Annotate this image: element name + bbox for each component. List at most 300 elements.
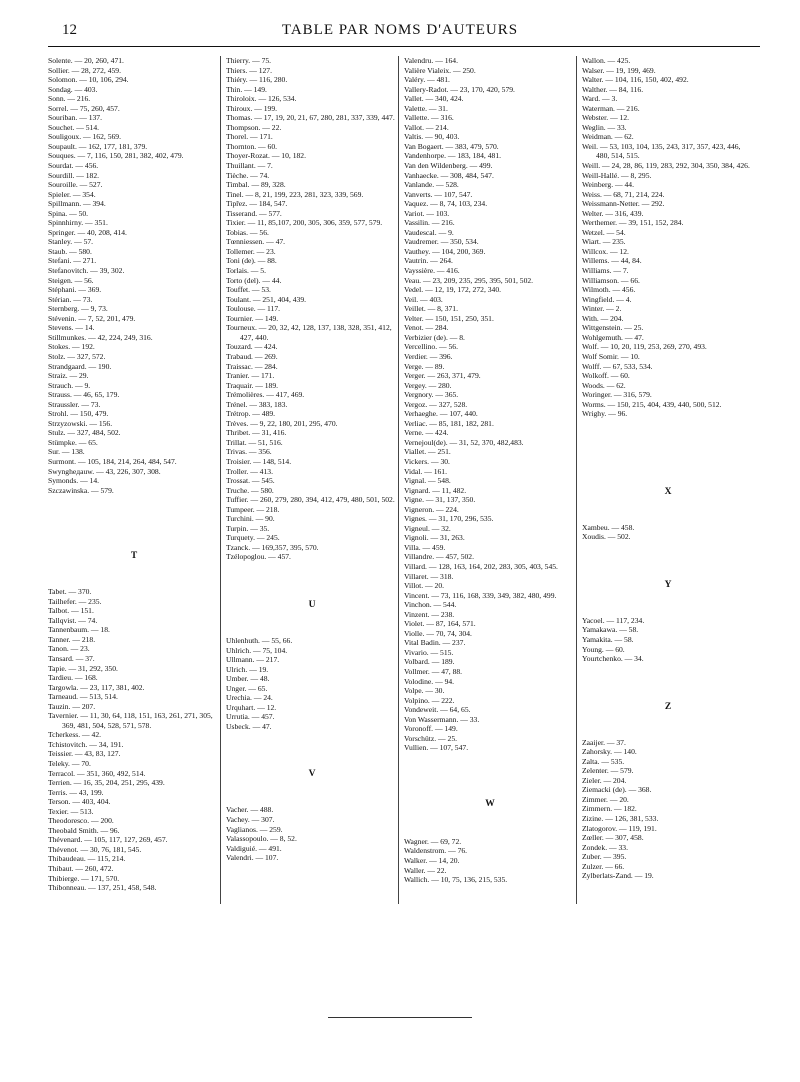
author-entry: Wittgenstein. — 25. (582, 323, 644, 333)
author-entry: Vanlande. — 528. (404, 180, 459, 190)
author-entry: Wingfield. — 4. (582, 294, 632, 304)
author-entry: Woringer. — 316, 579. (582, 390, 652, 400)
author-entry: Yourtchenko. — 34. (582, 654, 644, 664)
author-entry: Yamakawa. — 58. (582, 625, 639, 635)
author-entry: Vergnory. — 365. (404, 390, 459, 400)
author-entry: Veil. — 403. (404, 294, 443, 304)
author-entry: Tisserand. — 577. (226, 208, 282, 218)
author-entry: Zœller. — 307, 458. (582, 833, 644, 843)
author-entry: Volbard. — 189. (404, 657, 455, 667)
author-entry: Thiroux. — 199. (226, 103, 278, 113)
section-letter: U (308, 599, 316, 610)
author-entry: Tallqvist. — 74. (48, 615, 98, 625)
author-entry: Touffet. — 53. (226, 285, 271, 295)
author-entry: Touzard. — 424. (226, 342, 278, 352)
author-entry: Violle. — 70, 74, 304. (404, 628, 472, 638)
author-entry: Spieler. — 354. (48, 189, 96, 199)
author-entry: Xambeu. — 458. (582, 522, 635, 532)
author-entry: Symonds. — 14. (48, 476, 100, 486)
author-entry: Stanley. — 57. (48, 237, 94, 247)
author-entry: Stefanovitch. — 39, 302. (48, 266, 125, 276)
author-entry: Soupault. — 162, 177, 181, 379. (48, 141, 148, 151)
author-entry: Wrighy. — 96. (582, 409, 628, 419)
author-entry: Vidal. — 161. (404, 466, 447, 476)
author-entry: Vigneul. — 32. (404, 523, 451, 533)
column-1 (48, 56, 221, 904)
section-letter: Z (664, 701, 672, 712)
author-entry: Troller. — 413. (226, 466, 273, 476)
author-entry: Thiroloix. — 126, 534. (226, 94, 297, 104)
author-entry: Trémolières. — 417, 469. (226, 390, 305, 400)
author-entry: Winter. — 2. (582, 304, 622, 314)
author-entry: Solente. — 20, 260, 471. (48, 56, 124, 65)
author-entry: Tièche. — 74. (226, 170, 270, 180)
author-entry: Valassopoulo. — 8, 52. (226, 834, 297, 844)
author-entry: Villandre. — 457, 502. (404, 552, 474, 562)
author-entry: Volpino. — 222. (404, 695, 455, 705)
author-entry: Thribet. — 31, 416. (226, 428, 287, 438)
author-entry: Wolf Somir. — 10. (582, 351, 640, 361)
author-entry: Zahorsky. — 140. (582, 747, 637, 757)
section-letter: T (130, 551, 138, 562)
author-entry: Vacher. — 488. (226, 805, 274, 815)
author-entry: Uhlenhuth. — 55, 66. (226, 635, 293, 645)
author-entry: Worms. — 150, 215, 404, 439, 440, 500, 512. (582, 399, 722, 409)
author-entry: Verliac. — 85, 181, 182, 281. (404, 418, 494, 428)
author-entry: Toulouse. — 117. (226, 304, 281, 314)
author-entry: Tauzin. — 207. (48, 701, 96, 711)
author-entry: Thibonneau. — 137, 251, 458, 548. (48, 883, 157, 893)
author-entry: Veillet. — 8, 371. (404, 304, 458, 314)
author-entry: Trèves. — 9, 22, 180, 201, 295, 470. (226, 418, 338, 428)
author-entry: Tobias. — 56. (226, 227, 269, 237)
author-entry: Terris. — 43, 199. (48, 787, 104, 797)
author-entry: Thompson. — 22. (226, 122, 282, 132)
author-entry: Thin. — 149. (226, 84, 267, 94)
author-entry: Ulrich. — 19. (226, 664, 269, 674)
author-entry: Zondek. — 33. (582, 842, 628, 852)
author-entry: Zylberlats-Zand. — 19. (582, 871, 654, 881)
author-entry: Weglin. — 33. (582, 122, 627, 132)
author-entry: Usbeck. — 47. (226, 721, 272, 731)
author-entry: Tœnniessen. — 47. (226, 237, 286, 247)
author-entry: Vallette. — 316. (404, 113, 454, 123)
author-entry: Valéry. — 481. (404, 75, 450, 85)
author-entry: Torlais. — 5. (226, 266, 266, 276)
author-entry: Waterman. — 216. (582, 103, 640, 113)
section-letter: Y (664, 579, 672, 590)
author-entry: Staub. — 580. (48, 246, 92, 256)
author-entry: Tinel. — 8, 21, 199, 223, 281, 323, 339, 569. (226, 189, 364, 199)
author-entry: Traquair. — 189. (226, 380, 279, 390)
author-entry: Vedel. — 12, 19, 172, 272, 340. (404, 285, 502, 295)
author-entry: Williamson. — 66. (582, 275, 640, 285)
author-entry: Vinchon. — 544. (404, 600, 457, 610)
author-entry: Villaret. — 318. (404, 571, 454, 581)
author-entry: Vullien. — 107, 547. (404, 743, 469, 753)
author-entry: Vigne. — 31, 137, 350. (404, 495, 476, 505)
author-entry: Tourneux. — 20, 32, 42, 128, 137, 138, 328, 351, 412, 427, 440. (226, 323, 392, 342)
author-entry: Spillmann. — 394. (48, 199, 106, 209)
author-entry: Turpin. — 35. (226, 523, 270, 533)
author-entry: Sourdat. — 456. (48, 161, 99, 171)
spacer (582, 497, 754, 523)
author-entry: Timbal. — 89, 328. (226, 180, 286, 190)
author-entry: Zlatogorov. — 119, 191. (582, 823, 657, 833)
author-entry: Valdiguié. — 491. (226, 843, 282, 853)
author-entry: Stefani. — 271. (48, 256, 97, 266)
author-entry: Verhaeghe. — 107, 440. (404, 409, 478, 419)
author-entry: Verge. — 89. (404, 361, 445, 371)
author-entry: Thibaut. — 260, 472. (48, 864, 114, 874)
author-entry: Thuillant. — 7. (226, 161, 273, 171)
author-entry: Tansard. — 37. (48, 653, 95, 663)
author-entry: Vayssière. — 416. (404, 266, 460, 276)
author-entry: Tournier. — 149. (226, 313, 279, 323)
author-entry: Unger. — 65. (226, 683, 268, 693)
author-entry: Ziemacki (de). — 368. (582, 785, 652, 795)
author-entry: Stéphani. — 369. (48, 285, 102, 295)
spacer (404, 809, 576, 837)
author-entry: Strauch. — 9. (48, 380, 91, 390)
author-entry: Zalta. — 535. (582, 756, 625, 766)
author-entry: Talbot. — 151. (48, 606, 94, 616)
author-entry: Valière Vialeix. — 250. (404, 65, 476, 75)
author-entry: Steigen. — 56. (48, 275, 94, 285)
spacer (582, 712, 754, 738)
author-entry: Theodoresco. — 200. (48, 816, 114, 826)
author-entry: Surmont. — 105, 184, 214, 264, 484, 547. (48, 456, 177, 466)
author-entry: Vauthey. — 104, 200, 369. (404, 246, 486, 256)
author-entry: Wagner. — 69, 72. (404, 836, 462, 846)
spacer (404, 753, 576, 799)
author-entry: Toni (de). — 88. (226, 256, 277, 266)
author-entry: Ward. — 3. (582, 94, 618, 104)
author-entry: Straiz. — 29. (48, 371, 89, 381)
author-entry: Velter. — 150, 151, 250, 351. (404, 313, 494, 323)
author-entry: Swyngheдauw. — 43, 226, 307, 308. (48, 466, 161, 476)
author-entry: Urechia. — 24. (226, 693, 273, 703)
spacer (582, 664, 754, 702)
author-entry: Woods. — 62. (582, 380, 626, 390)
author-entry: Tixier. — 11, 85,107, 200, 305, 306, 359, 577, 579. (226, 218, 383, 228)
author-entry: Strauss. — 46, 65, 179. (48, 390, 120, 400)
author-entry: Tapie. — 31, 292, 350. (48, 663, 118, 673)
author-entry: Traissac. — 284. (226, 361, 278, 371)
author-entry: Vignard. — 11, 482. (404, 485, 467, 495)
author-entry: Vandenhorpe. — 183, 184, 481. (404, 151, 502, 161)
author-entry: Waller. — 22. (404, 865, 447, 875)
author-entry: Theobald Smith. — 96. (48, 825, 120, 835)
author-entry: Souchet. — 514. (48, 122, 100, 132)
author-entry: Weissmann-Netter. — 292. (582, 199, 665, 209)
author-entry: Stevens. — 14. (48, 323, 95, 333)
author-entry: Voronoff. — 149. (404, 724, 458, 734)
author-entry: Tuffier. — 260, 279, 280, 394, 412, 479, 480, 501, 502. (226, 495, 395, 505)
footer-rule (328, 1017, 472, 1018)
author-entry: Sondag. — 403. (48, 84, 98, 94)
author-entry: Villard. — 128, 163, 164, 202, 283, 305, 403, 545. (404, 561, 558, 571)
author-entry: Vollmer. — 47, 88. (404, 667, 463, 676)
author-entry: Welter. — 316, 439. (582, 208, 644, 218)
author-entry: Teissier. — 43, 83, 127. (48, 749, 121, 759)
author-entry: Tabet. — 370. (48, 587, 92, 597)
author-entry: Werthemer. — 39, 151, 152, 284. (582, 218, 684, 228)
author-entry: Weil. — 53, 103, 104, 135, 243, 317, 357, 423, 446, 480, 514, 515. (582, 141, 741, 161)
author-entry: Thiers. — 127. (226, 65, 272, 75)
author-entry: Tollemer. — 23. (226, 246, 276, 256)
author-entry: Stérian. — 73. (48, 294, 93, 304)
author-entry: Zimmer. — 20. (582, 794, 629, 804)
author-entry: Umber. — 48. (226, 674, 270, 684)
author-entry: Valendru. — 164. (404, 56, 458, 65)
author-entry: Verger. — 263, 371, 479. (404, 371, 481, 381)
author-entry: Vergoz. — 327, 528. (404, 399, 468, 409)
author-entry: Trossat. — 545. (226, 476, 275, 486)
author-entry: Vinzent. — 238. (404, 609, 455, 619)
author-entry: Tumpeer. — 218. (226, 504, 280, 514)
author-entry: Souroille. — 527. (48, 180, 103, 190)
author-entry: Urquhart. — 12. (226, 702, 277, 712)
section-letter: W (485, 798, 495, 809)
author-entry: Sternberg. — 9, 73. (48, 304, 108, 314)
author-entry: Verdier. — 396. (404, 351, 453, 361)
author-entry: Wiart. — 235. (582, 237, 626, 247)
author-entry: Wolf. — 10, 20, 119, 253, 269, 270, 493. (582, 342, 707, 352)
author-entry: Zelenter. — 579. (582, 766, 634, 776)
author-entry: Villa. — 459. (404, 542, 446, 552)
author-entry: Solomon. — 10, 106, 294. (48, 75, 129, 85)
author-entry: Truche. — 580. (226, 485, 274, 495)
author-entry: Thorel. — 171. (226, 132, 273, 142)
author-entry: Tanon. — 23. (48, 644, 90, 654)
author-entry: Zimmern. — 182. (582, 804, 637, 814)
section-letter: X (664, 486, 672, 497)
author-entry: Variot. — 103. (404, 208, 450, 218)
author-entry: Trillat. — 51, 516. (226, 437, 283, 447)
author-entry: Vallot. — 214. (404, 122, 449, 132)
author-entry: Thibaudeau. — 115, 214. (48, 854, 126, 864)
author-entry: Webster. — 12. (582, 113, 630, 123)
author-entry: Troisier. — 148, 514. (226, 456, 292, 466)
author-entry: Thiéry. — 116, 280. (226, 75, 288, 85)
spacer (48, 495, 220, 551)
author-entry: Stillmunkes. — 42, 224, 249, 316. (48, 332, 153, 342)
author-entry: Tranier. — 171. (226, 371, 275, 381)
author-entry: Vaudescal. — 9. (404, 227, 454, 237)
author-entry: Strohl. — 150, 479. (48, 409, 109, 419)
author-entry: Toulant. — 251, 404, 439. (226, 294, 307, 304)
author-entry: Trivas. — 356. (226, 447, 272, 457)
author-entry: Wallon. — 425. (582, 56, 631, 65)
spacer (582, 590, 754, 616)
author-entry: Vaglianos. — 259. (226, 824, 283, 834)
author-entry: Tzanck. — 169,357, 395, 570. (226, 542, 319, 552)
column-4 (582, 56, 754, 881)
author-entry: Zaaijer. — 37. (582, 737, 626, 747)
author-entry: Terrien. — 16, 35, 204, 251, 295, 439. (48, 778, 165, 788)
author-entry: With. — 204. (582, 313, 624, 323)
author-entry: Strzyzowski. — 156. (48, 418, 113, 428)
author-entry: Vachey. — 307. (226, 815, 275, 824)
author-entry: Williams. — 7. (582, 266, 629, 276)
author-entry: Uhlrich. — 75, 104. (226, 645, 288, 655)
author-entry: Szczawinska. — 579. (48, 485, 114, 495)
column-2 (226, 56, 399, 904)
author-entry: Torto (del). — 44. (226, 275, 282, 285)
author-entry: Strandgaard. — 190. (48, 361, 112, 371)
author-entry: Viallet. — 251. (404, 447, 451, 457)
author-entry: Stolz. — 327, 572. (48, 351, 106, 361)
author-entry: Trétrop. — 489. (226, 409, 276, 419)
author-entry: Sonn. — 216. (48, 94, 91, 104)
author-entry: Ullmann. — 217. (226, 655, 280, 665)
author-entry: Zulzer. — 66. (582, 861, 625, 871)
author-entry: Tannenbaum. — 18. (48, 625, 110, 635)
author-entry: Vernejoul(de). — 31, 52, 370, 482,483. (404, 437, 524, 447)
author-entry: Volodine. — 94. (404, 676, 455, 686)
author-entry: Spina. — 50. (48, 208, 89, 218)
page-number: 12 (62, 22, 77, 38)
author-entry: Valtis. — 90, 403. (404, 132, 460, 142)
author-entry: Valette. — 31. (404, 103, 448, 113)
author-entry: Waldenstrom. — 76. (404, 846, 468, 856)
author-entry: Vaquez. — 8, 74, 103, 234. (404, 199, 488, 209)
author-entry: Thibierge. — 171, 570. (48, 873, 120, 883)
author-entry: Verbizier (de). — 8. (404, 332, 465, 342)
spacer (582, 542, 754, 580)
author-entry: Zuber. — 395. (582, 852, 627, 862)
author-entry: Wohlgemuth. — 47. (582, 332, 644, 342)
author-entry: Vivario. — 515. (404, 647, 454, 657)
author-entry: Spinnhirny. — 351. (48, 218, 108, 228)
author-entry: Souques. — 7, 116, 150, 281, 382, 402, 479. (48, 151, 184, 161)
author-entry: Vautrin. — 264. (404, 256, 453, 266)
spacer (48, 561, 220, 587)
spacer (226, 731, 398, 769)
author-entry: Violet. — 87, 164, 571. (404, 619, 476, 629)
author-entry: Vergey. — 280. (404, 380, 452, 390)
author-entry: Vaudremer. — 350, 534. (404, 237, 479, 247)
author-entry: Weiss. — 68, 71, 214, 224. (582, 189, 665, 199)
author-entry: Van Bogaert. — 383, 479, 570. (404, 141, 499, 151)
author-entry: Terson. — 403, 404. (48, 797, 111, 807)
column-3 (404, 56, 577, 904)
author-entry: Thornton. — 60. (226, 141, 278, 151)
author-entry: Turquety. — 245. (226, 533, 280, 543)
author-entry: Souligoux. — 162, 569. (48, 132, 121, 142)
author-entry: Thévenard. — 105, 117, 127, 269, 457. (48, 835, 168, 845)
section-letter: V (308, 769, 316, 780)
author-entry: Walther. — 84, 116. (582, 84, 644, 94)
author-entry: Stévenin. — 7, 52, 201, 479. (48, 313, 136, 323)
author-entry: Willems. — 44, 84. (582, 256, 642, 266)
author-entry: Thévenot. — 30, 76, 181, 545. (48, 844, 142, 854)
author-entry: Weinberg. — 44. (582, 180, 634, 190)
author-entry: Volpe. — 30. (404, 686, 445, 696)
author-entry: Thoyer-Rozat. — 10, 182. (226, 151, 306, 161)
author-entry: Vickers. — 30. (404, 456, 450, 466)
author-entry: Stulz. — 327, 484, 502. (48, 428, 121, 438)
author-entry: Vondeweit. — 64, 65. (404, 705, 471, 715)
author-entry: Tzélopoglou. — 457. (226, 552, 291, 562)
author-entry: Verne. — 424. (404, 428, 449, 438)
author-entry: Tavernier. — 11, 30, 64, 118, 151, 163, 261, 271, 305, 369, 481, 504, 528, 571, 578. (48, 711, 213, 730)
author-entry: Tanner. — 218. (48, 634, 96, 644)
header-rule (48, 46, 760, 47)
author-entry: Sur. — 138. (48, 447, 85, 457)
author-entry: Tailhefer. — 235. (48, 596, 102, 606)
author-entry: Yamakita. — 58. (582, 634, 634, 644)
spacer (582, 419, 754, 487)
author-entry: Zieler. — 204. (582, 775, 627, 785)
author-entry: Vanverts. — 107, 547. (404, 189, 473, 199)
author-entry: Vignes. — 31, 170, 296, 535. (404, 514, 494, 524)
author-entry: Sourdill. — 182. (48, 170, 100, 180)
author-entry: Texier. — 513. (48, 806, 94, 816)
author-entry: Urrutia. — 457. (226, 712, 275, 722)
author-entry: Vallet. — 340, 424. (404, 94, 464, 104)
author-entry: Wilmoth. — 456. (582, 285, 636, 295)
author-entry: Tcherkess. — 42. (48, 730, 102, 740)
spacer (226, 562, 398, 600)
author-entry: Teleky. — 70. (48, 759, 91, 768)
author-entry: Vassilin. — 216. (404, 218, 455, 228)
author-entry: Vallery-Radot. — 23, 170, 420, 579. (404, 84, 515, 94)
author-entry: Wolkoff. — 60. (582, 371, 630, 381)
author-entry: Willcox. — 12. (582, 246, 629, 256)
author-entry: Tipřez. — 184, 547. (226, 199, 288, 209)
author-entry: Vanhaecke. — 308, 484, 547. (404, 170, 494, 180)
author-entry: Walter. — 104, 116, 150, 402, 492. (582, 75, 689, 85)
author-entry: Walser. — 19, 199, 469. (582, 65, 656, 75)
author-entry: Targowla. — 23, 117, 381, 402. (48, 682, 145, 692)
author-entry: Thierry. — 75. (226, 56, 272, 65)
author-entry: Turchini. — 90. (226, 514, 275, 524)
author-entry: Tardieu. — 168. (48, 673, 98, 683)
author-entry: Wallich. — 10, 75, 136, 215, 535. (404, 875, 508, 885)
author-entry: Villot. — 20. (404, 581, 445, 591)
author-entry: Weill-Hallé. — 8, 295. (582, 170, 652, 180)
author-entry: Tchistovitch. — 34, 191. (48, 739, 124, 749)
author-entry: Wetzel. — 54. (582, 227, 626, 237)
author-entry: Tarneaud. — 513, 514. (48, 692, 118, 702)
author-entry: Sorrel. — 75, 260, 457. (48, 103, 120, 113)
author-entry: Springer. — 40, 208, 414. (48, 227, 127, 237)
author-entry: Vorschütz. — 25. (404, 733, 458, 743)
author-entry: Vital Badin. — 237. (404, 638, 466, 648)
spacer (226, 779, 398, 805)
author-entry: Trabaud. — 269. (226, 351, 278, 361)
author-entry: Vigneron. — 224. (404, 504, 459, 514)
author-entry: Young. — 60. (582, 644, 625, 654)
author-entry: Stümpke. — 65. (48, 437, 98, 447)
author-entry: Vignoli. — 31, 263. (404, 533, 465, 543)
author-entry: Wolff. — 67, 533, 534. (582, 361, 653, 371)
author-entry: Zizine. — 126, 381, 533. (582, 813, 659, 823)
author-entry: Weill. — 24, 28, 86, 119, 283, 292, 304, 350, 384, 426. (582, 161, 750, 171)
author-entry: Weidman. — 62. (582, 132, 634, 142)
author-entry: Van den Wildenberg. — 499. (404, 161, 493, 171)
author-entry: Venot. — 284. (404, 323, 449, 333)
author-entry: Straussler. — 73. (48, 399, 101, 409)
author-entry: Xoudis. — 502. (582, 532, 631, 542)
author-entry: Von Wassermann. — 33. (404, 714, 480, 724)
author-entry: Thomas. — 17, 19, 20, 21, 67, 280, 281, 337, 339, 447. (226, 113, 395, 123)
spacer (226, 610, 398, 636)
author-entry: Trénel. — 383, 183. (226, 399, 288, 409)
author-entry: Sollier. — 28, 272, 459. (48, 65, 121, 75)
